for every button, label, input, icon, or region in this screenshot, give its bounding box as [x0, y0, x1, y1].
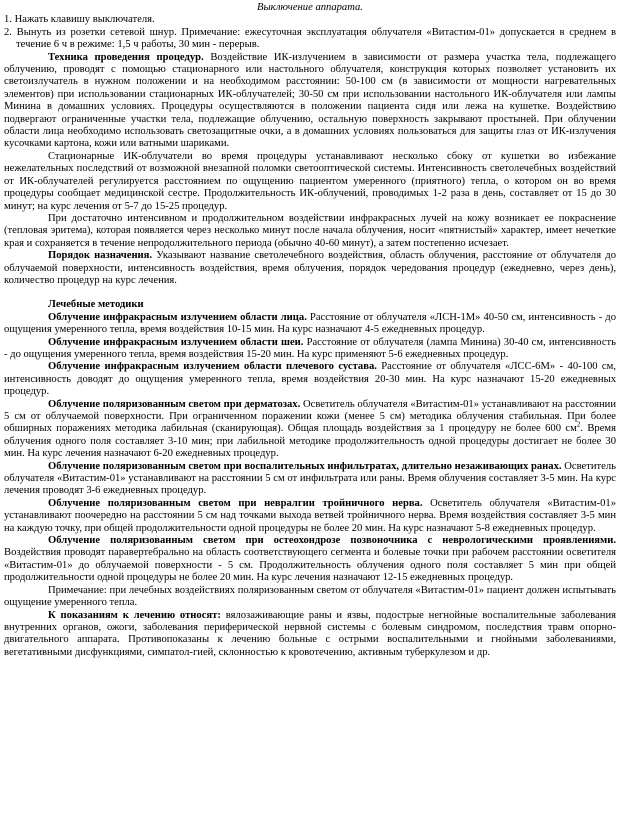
superscript: 2	[576, 420, 581, 429]
method-text: Воздействия проводят паравертебрально на область соответствующего сегмента и болевые точки при рабочем расстоянии осветителя «Витастим-01» до облучаемой поверхности - 5 см. Продолжительность облучения одного поля составляет 5 мин при общей продолжительности одной процедуры не более 20 мин. На курс лечения назначают 12-15 ежедневных процедур.	[4, 547, 616, 584]
method-text: Осветитель облучателя «Витастим-01» устанавливают поочередно на расстоянии 5 см над точками выхода ветвей тройничного нерва. Время воздействия составляет 3-5 мин на каждую точку, при общей продолжительности одной процедуры не более 20 мин. На курс назначают 5-8 ежедневных процедур.	[4, 497, 616, 534]
indications-text: вялозаживающие раны и язвы, подострые негнойные воспалительные заболевания внутренних органов, ожоги, заболевания периферической нервной системы с болевым синдромом, последствия травм опорно-двигательного аппарата. Противопоказаны к лечению больные с острыми воспалительными и гнойными заболеваниями, вегетативными дисфункциями, симпатол-гией, склонностью к кровотечению, активным туберкулезом и др.	[4, 609, 616, 658]
method-title: Облучение инфракрасным излучением области шеи.	[48, 336, 304, 348]
paragraph-text: При достаточно интенсивном и продолжительном воздействии инфракрасных лучей на кожу возникает ее покраснение (тепловая эритема), которая появляется через несколько минут после начала облучения, носит «пятнистый» характер, имеет нечеткие края и сохраняется в течение непродолжительного периода (обычно 40-60 минут), а затем постепенно исчезает.	[4, 212, 616, 249]
method-title: Облучение поляризованным светом при остеохондрозе позвоночника с неврологическими проявлениями.	[48, 535, 616, 547]
method-paragraph	[4, 461, 616, 498]
methods-heading-text: Лечебные методики	[48, 299, 144, 311]
method-title: Облучение поляризованным светом при невралгии тройничного нерва.	[48, 497, 423, 509]
paragraph-text: Воздействие ИК-излучением в зависимости от размера участка тела, подлежащего облучению, проводят с помощью стационарного или настольного облучателя, конструкция которых позволяет установить их светоизлучатель в нужном положении и на необходимом расстоянии: 50-100 см (в зависимости от мощности нагревательных элементов) при использовании стационарных ИК-облучателей; 30-50 см при использовании настольного ИК-облучателя или лампы Минина в домашних условиях. Процедуры осуществляются в положении пациента сидя или лежа на кушетке. Воздействию подвергают ограниченные участки тела, подлежащие облучению, остальную поверхность закрывают простыней. При облучении области лица необходимо использовать светозащитные очки, а в домашних условиях пользоваться для защиты глаз от ИК-излучения кусочками картона, кожи или ватными шариками.	[4, 51, 616, 150]
section-heading: Выключение аппарата.	[257, 2, 363, 13]
paragraph-title: Порядок назначения.	[48, 250, 153, 262]
method-paragraph	[4, 337, 616, 362]
method-text: Расстояние от облучателя «ЛСН-1М» 40-50 см, интенсивность - до ощущения умеренного тепла, время воздействия 10-15 мин. На курс назначают 4-5 ежедневных процедур.	[4, 311, 616, 336]
method-title: Облучение инфракрасным излучением области плечевого сустава.	[48, 361, 377, 373]
paragraph-text: Стационарные ИК-облучатели во время процедуры устанавливают несколько сбоку от кушетки во избежание нежелательных последствий от возможной внезапной поломки светооптической системы. Интенсивность светолечебных воздействий от ИК-облучателей регулируется расстоянием по ощущению пациентом умеренного (приятного) тепла, о котором он во время процедуры сообщает медицинской сестре. Продолжительность ИК-облучений, проводимых 1-2 раза в день, составляет от 15 до 30 минут; на курс лечения от 5-7 до 15-25 процедур.	[4, 150, 616, 212]
method-text: Расстояние от облучателя «ЛСС-6М» - 40-100 см, интенсивность доводят до ощущения умеренного тепла, время воздействия 20-30 мин. На курс назначают 15-20 ежедневных процедур.	[4, 361, 616, 398]
note-paragraph: Примечание: при лечебных воздействиях поляризованным светом от облучателя «Витастим-01» пациент должен испытывать ощущение умеренного тепла.	[4, 584, 616, 609]
paragraph	[4, 151, 616, 213]
method-paragraph	[4, 498, 616, 535]
method-title: Облучение поляризованным светом при воспалительных инфильтратах, длительно незаживающих ранах.	[48, 460, 562, 472]
method-paragraph	[4, 399, 616, 461]
method-text: Расстояние от облучателя (лампа Минина) 30-40 см, интенсивность - до ощущения умеренного тепла, время воздействия 15-20 мин. На курс применяют 5-6 ежедневных процедур.	[4, 336, 616, 360]
method-text: Осветитель облучателя «Витастим-01» устанавливают на расстоянии 5 см от инфильтрата или раны. Время облучения составляет 3-5 мин. На курс лечения проводят 3-6 ежедневных процедур.	[4, 460, 616, 497]
method-paragraph	[4, 361, 616, 398]
paragraph	[4, 213, 616, 250]
methods-heading	[4, 299, 616, 311]
method-title: Облучение поляризованным светом при дерматозах.	[48, 398, 301, 410]
spacer	[4, 287, 616, 299]
step-item: 2. Вынуть из розетки сетевой шнур. Примечание: ежесуточная эксплуатация облучателя «Витастим-01» допускается в среднем в течение 6 ч в режиме: 1,5 ч работы, 30 мин - перерыв.	[4, 26, 616, 51]
indications-title: К показаниям к лечению относят:	[48, 609, 221, 621]
paragraph	[4, 250, 616, 287]
method-title: Облучение инфракрасным излучением области лица.	[48, 311, 307, 323]
method-paragraph	[4, 535, 616, 585]
method-text: Осветитель облучателя «Витастим-01» устанавливают на расстоянии 5 см от облучаемой поверхности. При ограниченном поражении кожи (менее 5 см) методика облучения стабильная. При более обширных поражениях методика лабильная (сканирующая). Общая площадь воздействия за 1 процедуру не более 600 см	[4, 398, 616, 435]
method-paragraph	[4, 312, 616, 337]
step-item: 1. Нажать клавишу выключателя.	[4, 14, 155, 26]
method-text: . Время облучения одного поля составляет 3-10 мин; при лабильной методике продолжительность одной процедуры достигает не более 30 мин. На курс лечения назначают 6-20 ежедневных процедур.	[4, 423, 616, 460]
indications-paragraph	[4, 610, 616, 660]
paragraph	[4, 52, 616, 151]
paragraph-title: Техника проведения процедур.	[48, 51, 204, 63]
paragraph-text: Указывают название светолечебного воздействия, область облучения, расстояние от облучателя до облучаемой поверхности, интенсивность воздействия, время облучения, порядок чередования процедур (ежедневно, через день), количество процедур на курс лечения.	[4, 250, 616, 286]
